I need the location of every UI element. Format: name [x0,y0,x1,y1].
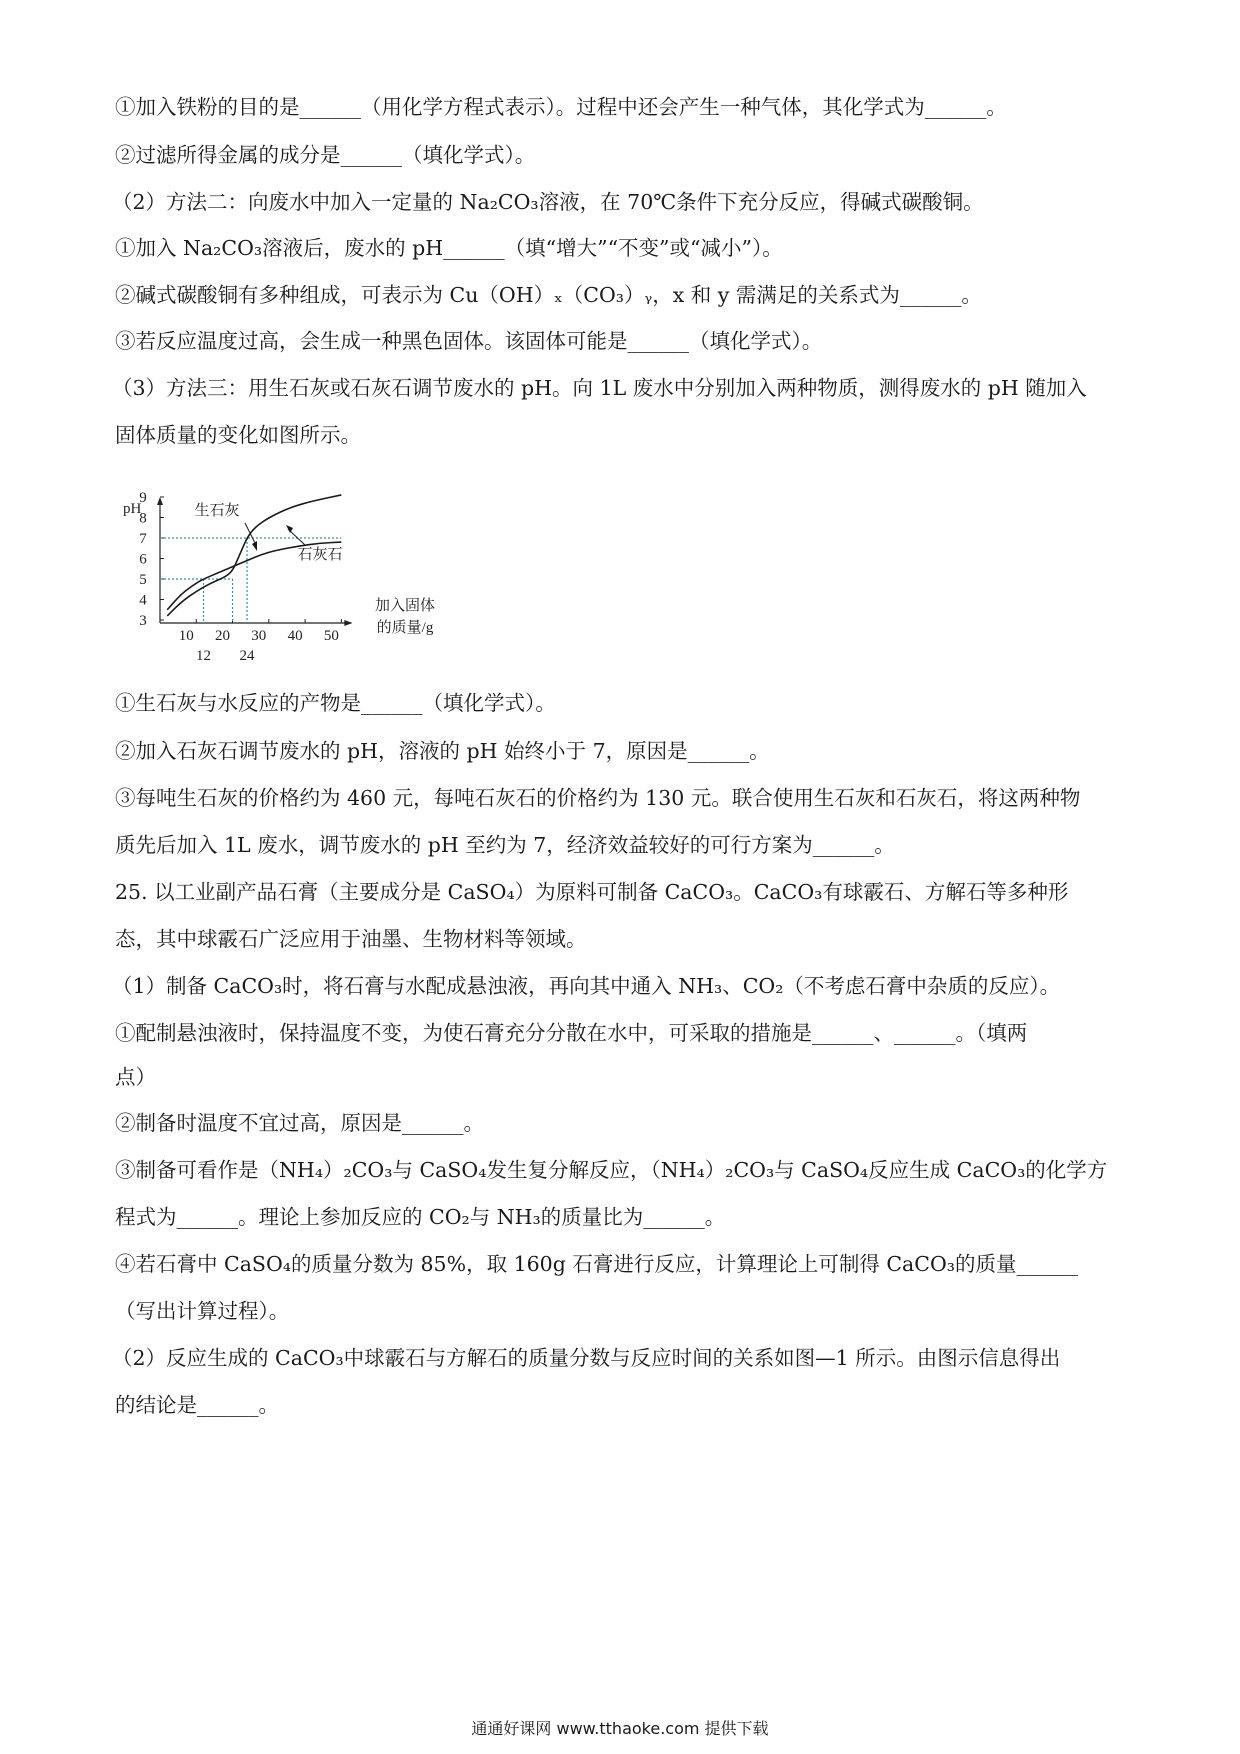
series-pointer-arrow-1 [252,541,257,551]
text-line-6: ③若反应温度过高，会生成一种黑色固体。该固体可能是______（填化学式）。 [115,329,823,353]
text-line-16: ①配制悬浊液时，保持温度不变，为使石膏充分分散在水中，可采取的措施是______、______。（填两 [115,1021,1028,1045]
text-line-4: ①加入 Na₂CO₃溶液后，废水的 pH______（填“增大”“不变”或“减小”）。 [115,236,783,260]
text-line-21: ④若石膏中 CaSO₄的质量分数为 85%，取 160g 石膏进行反应，计算理论上可制得 CaCO₃的质量______ [115,1252,1078,1276]
text-line-8: 固体质量的变化如图所示。 [115,423,361,447]
text-line-5: ②碱式碳酸铜有多种组成，可表示为 Cu（OH）ₓ（CO₃）ᵧ，x 和 y 需满足的关系式为______。 [115,283,982,307]
text-line-2: ②过滤所得金属的成分是______（填化学式）。 [115,143,536,167]
series-pointer-arrow-2 [286,525,293,533]
text-line-23: （2）反应生成的 CaCO₃中球霰石与方解石的质量分数与反应时间的关系如图—1 所示。由图示信息得出 [112,1346,1061,1370]
footer-source: 通通好课网 www.tthaoke.com 提供下载 [471,1719,769,1738]
x-axis-label-line1: 加入固体 [374,598,436,614]
y-tick-8: 8 [139,510,147,527]
text-line-11: ③每吨生石灰的价格约为 460 元，每吨石灰石的价格约为 130 元。联合使用生石灰和石灰石，将这两种物 [115,786,1081,810]
text-line-22: （写出计算过程）。 [115,1299,290,1323]
text-line-9: ①生石灰与水反应的产物是______（填化学式）。 [115,691,556,715]
y-axis-label: pH [123,501,142,517]
y-axis-arrow [157,497,163,505]
y-tick-3: 3 [139,613,147,629]
x-tick-40: 40 [287,628,303,644]
x-tick-10: 10 [178,628,194,644]
text-line-3: （2）方法二：向废水中加入一定量的 Na₂CO₃溶液，在 70℃条件下充分反应，得碱式碳酸铜。 [112,190,984,214]
text-line-12: 质先后加入 1L 废水，调节废水的 pH 至约为 7，经济效益较好的可行方案为______。 [115,833,895,857]
series-label-1: 生石灰 [194,503,240,519]
text-line-20: 程式为______。理论上参加反应的 CO₂与 NH₃的质量比为______。 [115,1205,726,1229]
series-label-2: 石灰石 [297,547,343,563]
text-line-14: 态，其中球霰石广泛应用于油墨、生物材料等领域。 [115,927,587,951]
y-tick-7: 7 [139,531,147,547]
x-axis-label-line2: 的质量/g [376,620,434,636]
x-tick-30: 30 [251,628,267,644]
x-tick-20: 20 [215,628,231,644]
x-tick-50: 50 [323,628,339,644]
y-tick-9: 9 [139,490,147,506]
x-axis-arrow [344,620,352,626]
y-tick-4: 4 [139,592,147,609]
text-line-18: ②制备时温度不宜过高，原因是______。 [115,1111,484,1135]
text-line-15: （1）制备 CaCO₃时，将石膏与水配成悬浊液，再向其中通入 NH₃、CO₂（不考虑石膏中杂质的反应）。 [112,974,1061,998]
x-tick-lower-12: 12 [196,648,212,664]
ph-chart [105,490,465,664]
text-line-7: （3）方法三：用生石灰或石灰石调节废水的 pH。向 1L 废水中分别加入两种物质，测得废水的 pH 随加入 [112,376,1087,400]
text-line-19: ③制备可看作是（NH₄）₂CO₃与 CaSO₄发生复分解反应，（NH₄）₂CO₃与 CaSO₄反应生成 CaCO₃的化学方 [115,1158,1108,1182]
text-line-1: ①加入铁粉的目的是______（用化学方程式表示）。过程中还会产生一种气体，其化学式为______。 [115,95,1007,119]
text-line-24: 的结论是______。 [115,1393,279,1417]
text-line-10: ②加入石灰石调节废水的 pH，溶液的 pH 始终小于 7，原因是______。 [115,739,770,763]
y-tick-5: 5 [139,572,147,588]
x-tick-lower-24: 24 [239,648,255,664]
text-line-13: 25. 以工业副产品石膏（主要成分是 CaSO₄）为原料可制备 CaCO₃。CaCO₃有球霰石、方解石等多种形 [115,880,1069,904]
y-tick-6: 6 [139,551,147,568]
text-line-17: 点） [115,1065,156,1089]
